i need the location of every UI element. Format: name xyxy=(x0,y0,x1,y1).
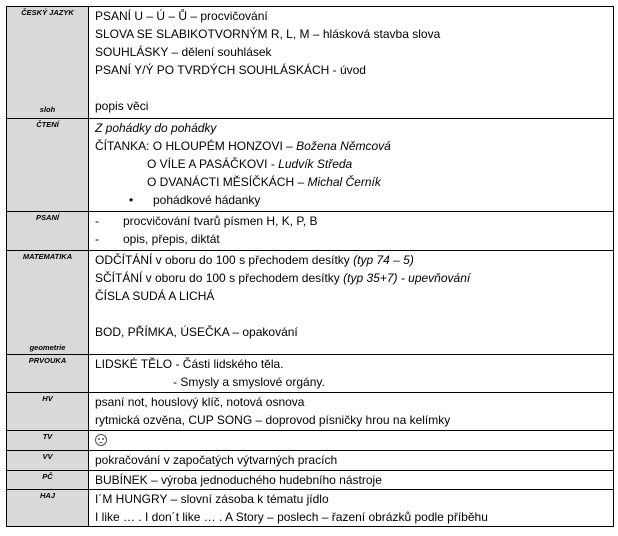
row-prvouka xyxy=(7,355,614,393)
subject-label: HAJ xyxy=(39,491,55,500)
weekly-plan-table xyxy=(6,6,614,527)
subject-label: PČ xyxy=(42,472,53,481)
row-hv xyxy=(7,393,614,431)
subject-cell xyxy=(7,212,89,251)
content-line: PSANÍ Y/Ý PO TVRDÝCH SOUHLÁSKÁCH - úvod xyxy=(95,63,366,77)
frown-face-icon xyxy=(95,434,107,446)
content-cell xyxy=(89,212,614,251)
content-line xyxy=(95,269,613,287)
subject-label: TV xyxy=(42,432,53,441)
content-line xyxy=(95,137,613,155)
line-text: procvičování tvarů písmen H, K, P, B xyxy=(123,214,318,228)
line-text: SČÍTÁNÍ v oboru do 100 s přechodem desítky xyxy=(95,271,344,285)
content-line xyxy=(95,155,613,173)
content-line: pokračování v započatých výtvarných pracích xyxy=(95,453,338,467)
content-cell xyxy=(89,431,614,451)
content-line: Z pohádky do pohádky xyxy=(95,121,217,135)
subject-label: PSANÍ xyxy=(36,213,59,222)
content-line xyxy=(95,173,613,191)
row-pc xyxy=(7,471,614,490)
subject-cell xyxy=(7,451,89,471)
row-tv xyxy=(7,431,614,451)
content-line: popis věci xyxy=(95,99,149,113)
content-line xyxy=(95,230,613,248)
row-cesky-jazyk xyxy=(7,7,614,119)
content-line: - Smysly a smyslové orgány. xyxy=(173,375,325,389)
dash-marker: - xyxy=(95,232,99,246)
subject-cell xyxy=(7,251,89,355)
line-text: ODČÍTÁNÍ v oboru do 100 s přechodem desítky xyxy=(95,253,354,267)
content-cell xyxy=(89,251,614,355)
content-line xyxy=(95,212,613,230)
blank-line xyxy=(95,305,613,323)
content-line xyxy=(95,79,613,97)
content-line: LIDSKÉ TĚLO - Části lidského těla. xyxy=(95,357,284,371)
subject-sublabel: geometrie xyxy=(29,343,66,352)
subject-label: HV xyxy=(42,394,53,403)
content-line: rytmická ozvěna, CUP SONG – doprovod písničky hrou na kelímky xyxy=(95,413,451,427)
content-line xyxy=(95,431,613,449)
author-name: Ludvík Středa xyxy=(278,157,353,171)
bullet-icon: • xyxy=(129,193,134,207)
bullet-text: pohádkové hádanky xyxy=(153,193,261,207)
row-vv xyxy=(7,451,614,471)
subject-cell xyxy=(7,431,89,451)
subject-cell xyxy=(7,393,89,431)
dash-marker: - xyxy=(95,214,99,228)
content-line: I like … . I don´t like … . A Story – poslech – řazení obrázků podle příběhu xyxy=(95,510,488,524)
row-haj xyxy=(7,490,614,527)
subject-sublabel: sloh xyxy=(39,105,56,114)
content-line: I´M HUNGRY – slovní zásoba k tématu jídlo xyxy=(95,492,329,506)
author-name: Božena Němcová xyxy=(296,139,391,153)
content-line xyxy=(95,191,613,209)
content-line: SLOVA SE SLABIKOTVORNÝM R, L, M – hlásková stavba slova xyxy=(95,27,441,41)
content-line: PSANÍ U – Ú – Ů – procvičování xyxy=(95,9,268,23)
subject-cell xyxy=(7,7,89,119)
content-line: BOD, PŘÍMKA, ÚSEČKA – opakování xyxy=(95,325,298,339)
content-cell xyxy=(89,393,614,431)
subject-cell xyxy=(7,471,89,490)
subject-label: VV xyxy=(42,452,53,461)
content-cell xyxy=(89,490,614,527)
content-cell xyxy=(89,451,614,471)
subject-label: ČESKÝ JAZYK xyxy=(21,8,74,17)
line-text: opis, přepis, diktát xyxy=(123,232,220,246)
content-line: psaní not, houslový klíč, notová osnova xyxy=(95,395,305,409)
row-psani xyxy=(7,212,614,251)
subject-label: MATEMATIKA xyxy=(22,252,73,261)
content-line xyxy=(95,251,613,269)
content-line: BUBÍNEK – výroba jednoduchého hudebního nástroje xyxy=(95,473,382,487)
subject-cell xyxy=(7,490,89,527)
content-cell xyxy=(89,471,614,490)
content-cell xyxy=(89,355,614,393)
content-cell xyxy=(89,119,614,212)
content-line: ČÍSLA SUDÁ A LICHÁ xyxy=(95,289,215,303)
row-matematika xyxy=(7,251,614,355)
book-title: O VÍLE A PASÁČKOVI - xyxy=(147,157,279,171)
row-cteni xyxy=(7,119,614,212)
content-line: SOUHLÁSKY – dělení souhlásek xyxy=(95,45,272,59)
book-title: O DVANÁCTI MĚSÍČKÁCH – xyxy=(147,175,308,189)
author-name: Michal Černík xyxy=(307,175,381,189)
book-title: ČÍTANKA: O HLOUPÉM HONZOVI – xyxy=(95,139,297,153)
subject-label: ČTENÍ xyxy=(36,120,59,129)
line-note: (typ 74 – 5) xyxy=(353,253,414,267)
subject-cell xyxy=(7,355,89,393)
content-cell xyxy=(89,7,614,119)
line-note: (typ 35+7) - upevňování xyxy=(343,271,471,285)
subject-cell xyxy=(7,119,89,212)
subject-label: PRVOUKA xyxy=(28,356,67,365)
